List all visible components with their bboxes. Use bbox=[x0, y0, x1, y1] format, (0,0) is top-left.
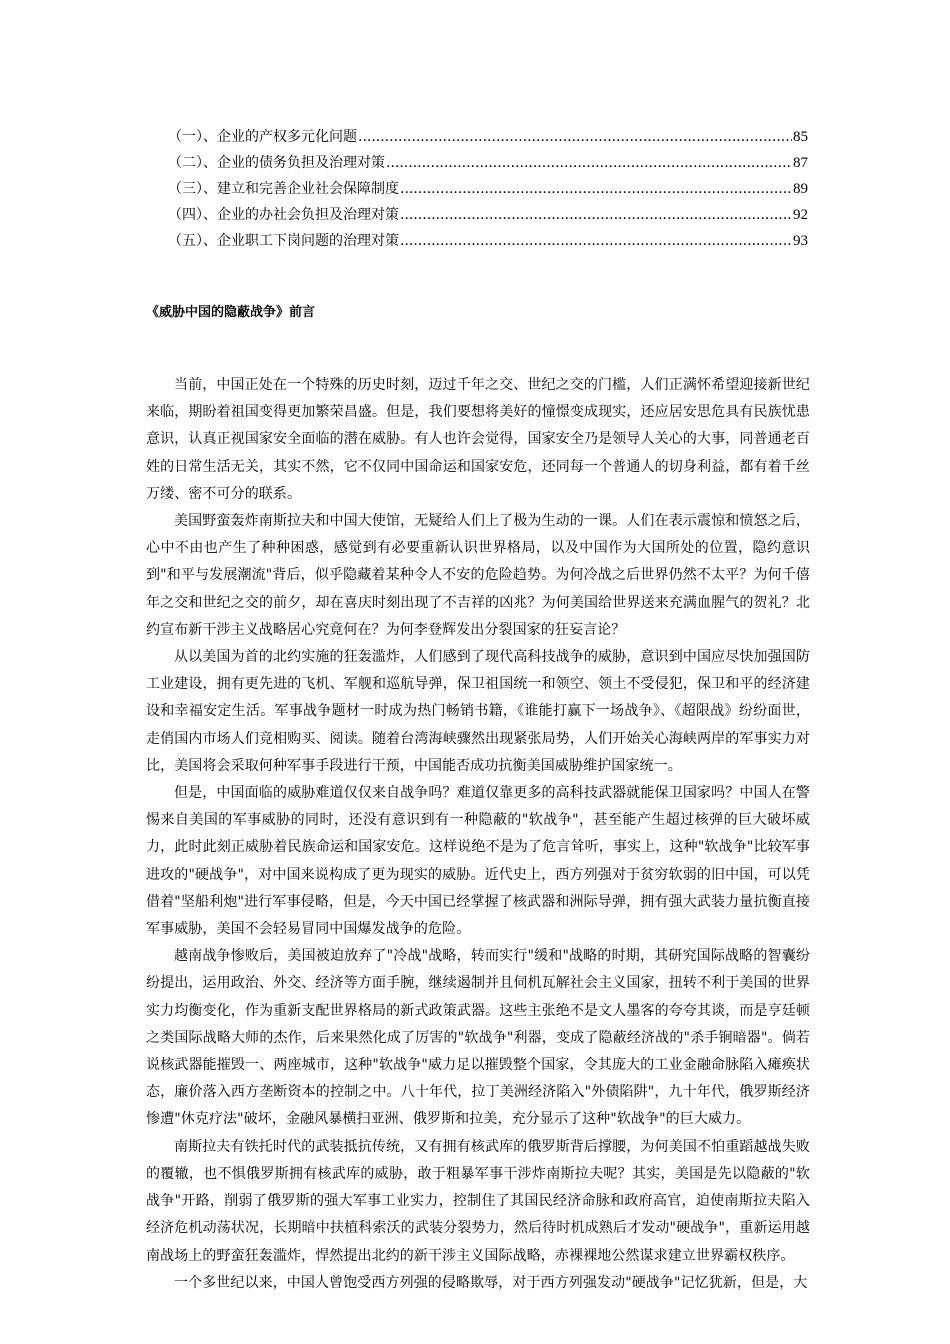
toc-entry-label: （三）、建立和完善企业社会保障制度 bbox=[168, 181, 399, 197]
toc-entry-label: （五）、企业职工下岗问题的治理对策 bbox=[168, 233, 399, 249]
toc-entry-page: 89 bbox=[793, 181, 808, 197]
toc-entry-label: （四）、企业的办社会负担及治理对策 bbox=[168, 207, 399, 223]
toc-entry[interactable] bbox=[168, 176, 808, 202]
toc-entry[interactable] bbox=[168, 202, 808, 228]
paragraph: 南斯拉夫有铁托时代的武装抵抗传统，又有拥有核武库的俄罗斯背后撑腰，为何美国不怕重蹈越战失败的覆辙，也不惧俄罗斯拥有核武库的威胁，敢于粗暴军事干涉炸南斯拉夫呢？其实，美国是先以隐蔽的"软战争"开路，削弱了俄罗斯的强大军事工业实力，控制住了其国民经济命脉和政府高官，迫使南斯拉夫陷入经济危机动荡状况，长期暗中扶植科索沃的武装分裂势力，然后待时机成熟后才发动"硬战争"，重新运用越南战场上的野蛮狂轰滥炸，悍然提出北约的新干涉主义国际战略，赤裸裸地公然谋求建立世界霸权秩序。 bbox=[146, 1138, 810, 1264]
paragraph: 当前，中国正处在一个特殊的历史时刻，迈过千年之交、世纪之交的门槛，人们正满怀希望迎接新世纪来临，期盼着祖国变得更加繁荣昌盛。但是，我们要想将美好的憧憬变成现实，还应居安思危具有民族忧患意识，认真正视国家安全面临的潜在威胁。有人也许会觉得，国家安全乃是领导人关心的大事，同普通老百姓的日常生活无关，其实不然，它不仅同中国命运和国家安危，还同每一个普通人的切身利益，都有着千丝万缕、密不可分的联系。 bbox=[146, 377, 810, 502]
toc-leader-dots bbox=[358, 124, 792, 150]
paragraph: 越南战争惨败后，美国被迫放弃了"冷战"战略，转而实行"缓和"战略的时期，其研究国际战略的智囊纷纷提出，运用政治、外交、经济等方面手腕，继续遏制并且伺机瓦解社会主义国家，扭转不利于美国的世界实力均衡变化，作为重新支配世界格局的新式政策武器。这些主张绝不是文人墨客的夸夸其谈，而是亨廷顿之类国际战略大师的杰作，后来果然化成了厉害的"软战争"利器，变成了隐蔽经济战的"杀手锏暗器"。倘若说核武器能摧毁一、两座城市，这种"软战争"威力足以摧毁整个国家，令其庞大的工业金融命脉陷入瘫痪状态，廉价落入西方垄断资本的控制之中。八十年代，拉丁美洲经济陷入"外债陷阱"，九十年代，俄罗斯经济惨遭"休克疗法"破坏，金融风暴横扫亚洲、俄罗斯和拉美，充分显示了这种"软战争"的巨大威力。 bbox=[146, 948, 810, 1128]
toc-leader-dots bbox=[400, 176, 792, 202]
toc-entry-page: 85 bbox=[793, 129, 808, 145]
toc-leader-dots bbox=[400, 228, 792, 254]
paragraph: 但是，中国面临的威胁难道仅仅来自战争吗？难道仅靠更多的高科技武器就能保卫国家吗？中国人在警惕来自美国的军事威胁的同时，还没有意识到有一种隐蔽的"软战争"，甚至能产生超过核弹的巨大破坏威力，此时此刻正威胁着民族命运和国家安危。这样说绝不是为了危言耸听，事实上，这种"软战争"比较军事进攻的"硬战争"，对中国来说构成了更为现实的威胁。近代史上，西方列强对于贫穷软弱的旧中国，可以凭借着"坚船利炮"进行军事侵略，但是，今天中国已经掌握了核武器和洲际导弹，拥有强大武装力量抗衡直接军事威胁，美国不会轻易冒同中国爆发战争的危险。 bbox=[146, 785, 810, 938]
toc-entry-label: （二）、企业的债务负担及治理对策 bbox=[168, 155, 385, 171]
table-of-contents bbox=[168, 124, 808, 254]
section-heading: 《威胁中国的隐蔽战争》前言 bbox=[146, 305, 316, 320]
toc-entry-page: 93 bbox=[793, 233, 808, 249]
toc-entry-label: （一）、企业的产权多元化问题 bbox=[168, 129, 357, 145]
paragraph: 从以美国为首的北约实施的狂轰滥炸，人们感到了现代高科技战争的威胁，意识到中国应尽快加强国防工业建设，拥有更先进的飞机、军舰和巡航导弹，保卫祖国统一和领空、领土不受侵犯，保卫和平的经济建设和幸福安定生活。军事战争题材一时成为热门畅销书籍，《谁能打赢下一场战争》、《超限战》纷纷面世，走俏国内市场人们竞相购买、阅读。随着台湾海峡骤然出现紧张局势，人们开始关心海峡两岸的军事实力对比，美国将会采取何种军事手段进行干预，中国能否成功抗衡美国威胁维护国家统一。 bbox=[146, 649, 810, 774]
preface-body bbox=[146, 372, 810, 1297]
toc-entry-page: 87 bbox=[793, 155, 808, 171]
toc-leader-dots bbox=[386, 150, 792, 176]
paragraph: 一个多世纪以来，中国人曾饱受西方列强的侵略欺辱，对于西方列强发动"硬战争"记忆犹新，但是，大 bbox=[174, 1274, 808, 1291]
toc-entry[interactable] bbox=[168, 228, 808, 254]
toc-leader-dots bbox=[400, 202, 792, 228]
toc-entry[interactable] bbox=[168, 150, 808, 176]
toc-entry[interactable] bbox=[168, 124, 808, 150]
toc-entry-page: 92 bbox=[793, 207, 808, 223]
paragraph: 美国野蛮轰炸南斯拉夫和中国大使馆，无疑给人们上了极为生动的一课。人们在表示震惊和愤怒之后，心中不由也产生了种种困惑，感觉到有必要重新认识世界格局，以及中国作为大国所处的位置，隐约意识到"和平与发展潮流"背后，似乎隐藏着某种令人不安的危险趋势。为何冷战之后世界仍然不太平？为何千僖年之交和世纪之交的前夕，却在喜庆时刻出现了不吉祥的凶兆？为何美国给世界送来充满血腥气的贺礼？北约宣布新干涉主义战略居心究竟何在？为何李登辉发出分裂国家的狂妄言论？ bbox=[146, 513, 810, 638]
